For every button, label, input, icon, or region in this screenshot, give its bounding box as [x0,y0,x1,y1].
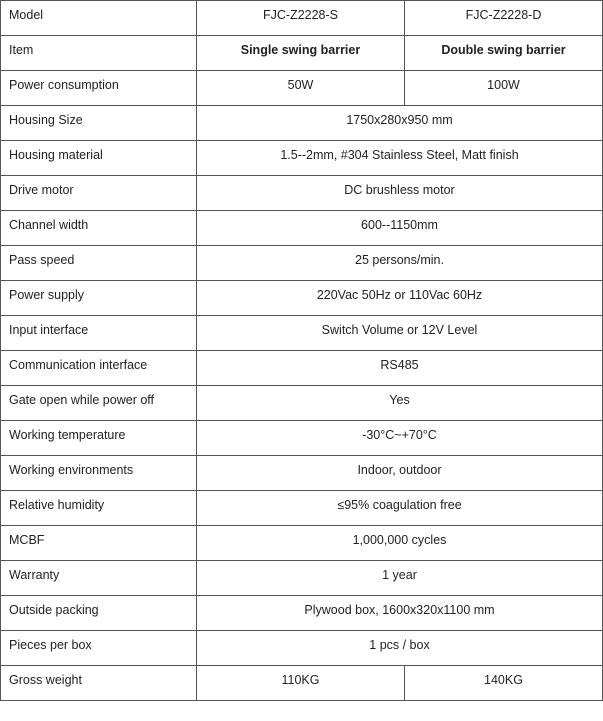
row-label: Item [1,36,197,71]
table-row-channel-width [1,211,603,246]
item-double-cell: Double swing barrier [405,36,603,71]
row-value: RS485 [197,351,603,386]
model-double-cell: FJC-Z2228-D [405,1,603,36]
table-row-model [1,1,603,36]
table-row-pass-speed [1,246,603,281]
row-label: Power consumption [1,71,197,106]
row-label: Gate open while power off [1,386,197,421]
row-value: ≤95% coagulation free [197,491,603,526]
table-row-gross-weight [1,666,603,701]
row-value: 1.5--2mm, #304 Stainless Steel, Matt finish [197,141,603,176]
table-row-pieces-per-box [1,631,603,666]
table-row-warranty [1,561,603,596]
row-label: Gross weight [1,666,197,701]
table-row-working-environments [1,456,603,491]
table-row-communication-interface [1,351,603,386]
row-label: Warranty [1,561,197,596]
table-row-power-consumption [1,71,603,106]
table-row-mcbf [1,526,603,561]
row-value: Plywood box, 1600x320x1100 mm [197,596,603,631]
row-value: 1750x280x950 mm [197,106,603,141]
item-single-cell: Single swing barrier [197,36,405,71]
row-value: Indoor, outdoor [197,456,603,491]
row-value: -30°C~+70°C [197,421,603,456]
row-label: Pieces per box [1,631,197,666]
weight-single-cell: 110KG [197,666,405,701]
row-label: Housing Size [1,106,197,141]
row-label: Outside packing [1,596,197,631]
row-label: Drive motor [1,176,197,211]
row-label: Housing material [1,141,197,176]
row-label: Communication interface [1,351,197,386]
table-row-housing-material [1,141,603,176]
row-label: MCBF [1,526,197,561]
model-single-cell: FJC-Z2228-S [197,1,405,36]
table-row-power-supply [1,281,603,316]
table-row-input-interface [1,316,603,351]
row-value: Switch Volume or 12V Level [197,316,603,351]
row-value: 25 persons/min. [197,246,603,281]
row-label: Working environments [1,456,197,491]
table-row-drive-motor [1,176,603,211]
weight-double-cell: 140KG [405,666,603,701]
table-row-housing-size [1,106,603,141]
row-value: 220Vac 50Hz or 110Vac 60Hz [197,281,603,316]
table-row-outside-packing [1,596,603,631]
table-row-item [1,36,603,71]
row-label: Model [1,1,197,36]
row-label: Pass speed [1,246,197,281]
table-row-working-temperature [1,421,603,456]
row-label: Working temperature [1,421,197,456]
table-row-relative-humidity [1,491,603,526]
row-value: DC brushless motor [197,176,603,211]
row-label: Channel width [1,211,197,246]
row-value: 600--1150mm [197,211,603,246]
row-label: Power supply [1,281,197,316]
table-row-gate-open [1,386,603,421]
row-value: Yes [197,386,603,421]
row-label: Relative humidity [1,491,197,526]
row-label: Input interface [1,316,197,351]
power-double-cell: 100W [405,71,603,106]
row-value: 1,000,000 cycles [197,526,603,561]
row-value: 1 pcs / box [197,631,603,666]
power-single-cell: 50W [197,71,405,106]
row-value: 1 year [197,561,603,596]
